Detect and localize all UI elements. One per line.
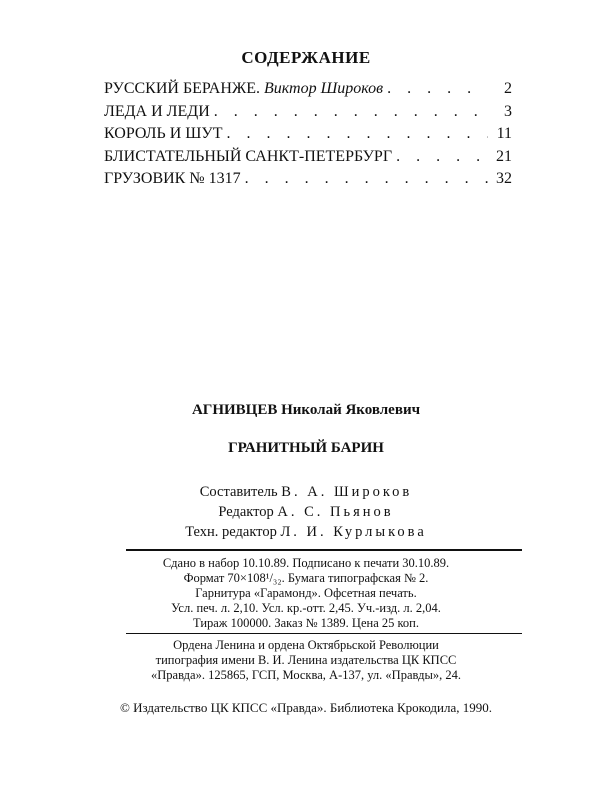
toc-entry (104, 125, 512, 148)
dot-leader (396, 148, 488, 166)
toc-entry-page: 2 (504, 80, 512, 97)
toc-entry-page: 21 (496, 147, 512, 165)
toc-entry-title: БЛИСТАТЕЛЬНЫЙ САНКТ-ПЕТЕРБУРГ (104, 147, 393, 165)
book-author: АГНИВЦЕВ Николай Яковлевич (191, 402, 421, 418)
divider (126, 633, 522, 634)
book-title: ГРАНИТНЫЙ БАРИН (228, 440, 384, 456)
toc-entry (104, 148, 512, 171)
credit-name: Л. И. Курлыкова (280, 524, 427, 540)
divider (126, 549, 522, 551)
toc-heading: СОДЕРЖАНИЕ (241, 48, 371, 67)
printer-line: «Правда». 125865, ГСП, Москва, А-137, ул. «Правды», 24. (151, 668, 461, 682)
dot-leader (387, 80, 488, 98)
credit-role: Редактор (218, 504, 274, 520)
imprint-line: Сдано в набор 10.10.89. Подписано к печати 30.10.89. (162, 556, 450, 570)
imprint-block (0, 556, 612, 631)
toc-entry-page: 11 (496, 125, 512, 143)
credit-line (0, 522, 612, 542)
toc-entry (104, 80, 512, 103)
imprint-line: Формат 70×108¹/₃₂. Бумага типографская № 2. (183, 571, 429, 585)
toc-entry-title: ЛЕДА И ЛЕДИ (104, 102, 210, 120)
credit-role: Составитель (199, 484, 278, 500)
imprint-line: Усл. печ. л. 2,10. Усл. кр.-отт. 2,45. Уч.-изд. л. 2,04. (171, 601, 441, 615)
printer-block (0, 638, 612, 683)
toc-entry (104, 170, 512, 193)
toc-entry-title: ГРУЗОВИК № 1317 (104, 170, 241, 188)
dot-leader (227, 125, 488, 143)
credit-line (0, 482, 612, 502)
imprint-line: Тираж 100000. Заказ № 1389. Цена 25 коп. (193, 616, 419, 630)
credit-role: Техн. редактор (185, 524, 277, 540)
credits-block (0, 482, 612, 542)
dot-leader (214, 103, 488, 121)
toc-entry-title: КОРОЛЬ И ШУТ (104, 125, 223, 143)
credit-line (0, 502, 612, 522)
printer-line: Ордена Ленина и ордена Октябрьской Революции (173, 638, 439, 652)
printer-line: типография имени В. И. Ленина издательства ЦК КПСС (155, 653, 457, 667)
toc-entry-title: РУССКИЙ БЕРАНЖЕ. (104, 80, 260, 97)
copyright-notice: © Издательство ЦК КПСС «Правда». Библиотека Крокодила, 1990. (119, 700, 492, 715)
toc-entry-page: 32 (496, 170, 512, 188)
toc-entry (104, 103, 512, 126)
table-of-contents (104, 80, 512, 193)
dot-leader (245, 170, 488, 188)
credit-name: В. А. Широков (281, 484, 413, 500)
toc-entry-author: Виктор Широков (263, 80, 384, 97)
toc-entry-page: 3 (504, 102, 512, 120)
credit-name: А. С. Пьянов (277, 504, 394, 520)
imprint-line: Гарнитура «Гарамонд». Офсетная печать. (195, 586, 417, 600)
